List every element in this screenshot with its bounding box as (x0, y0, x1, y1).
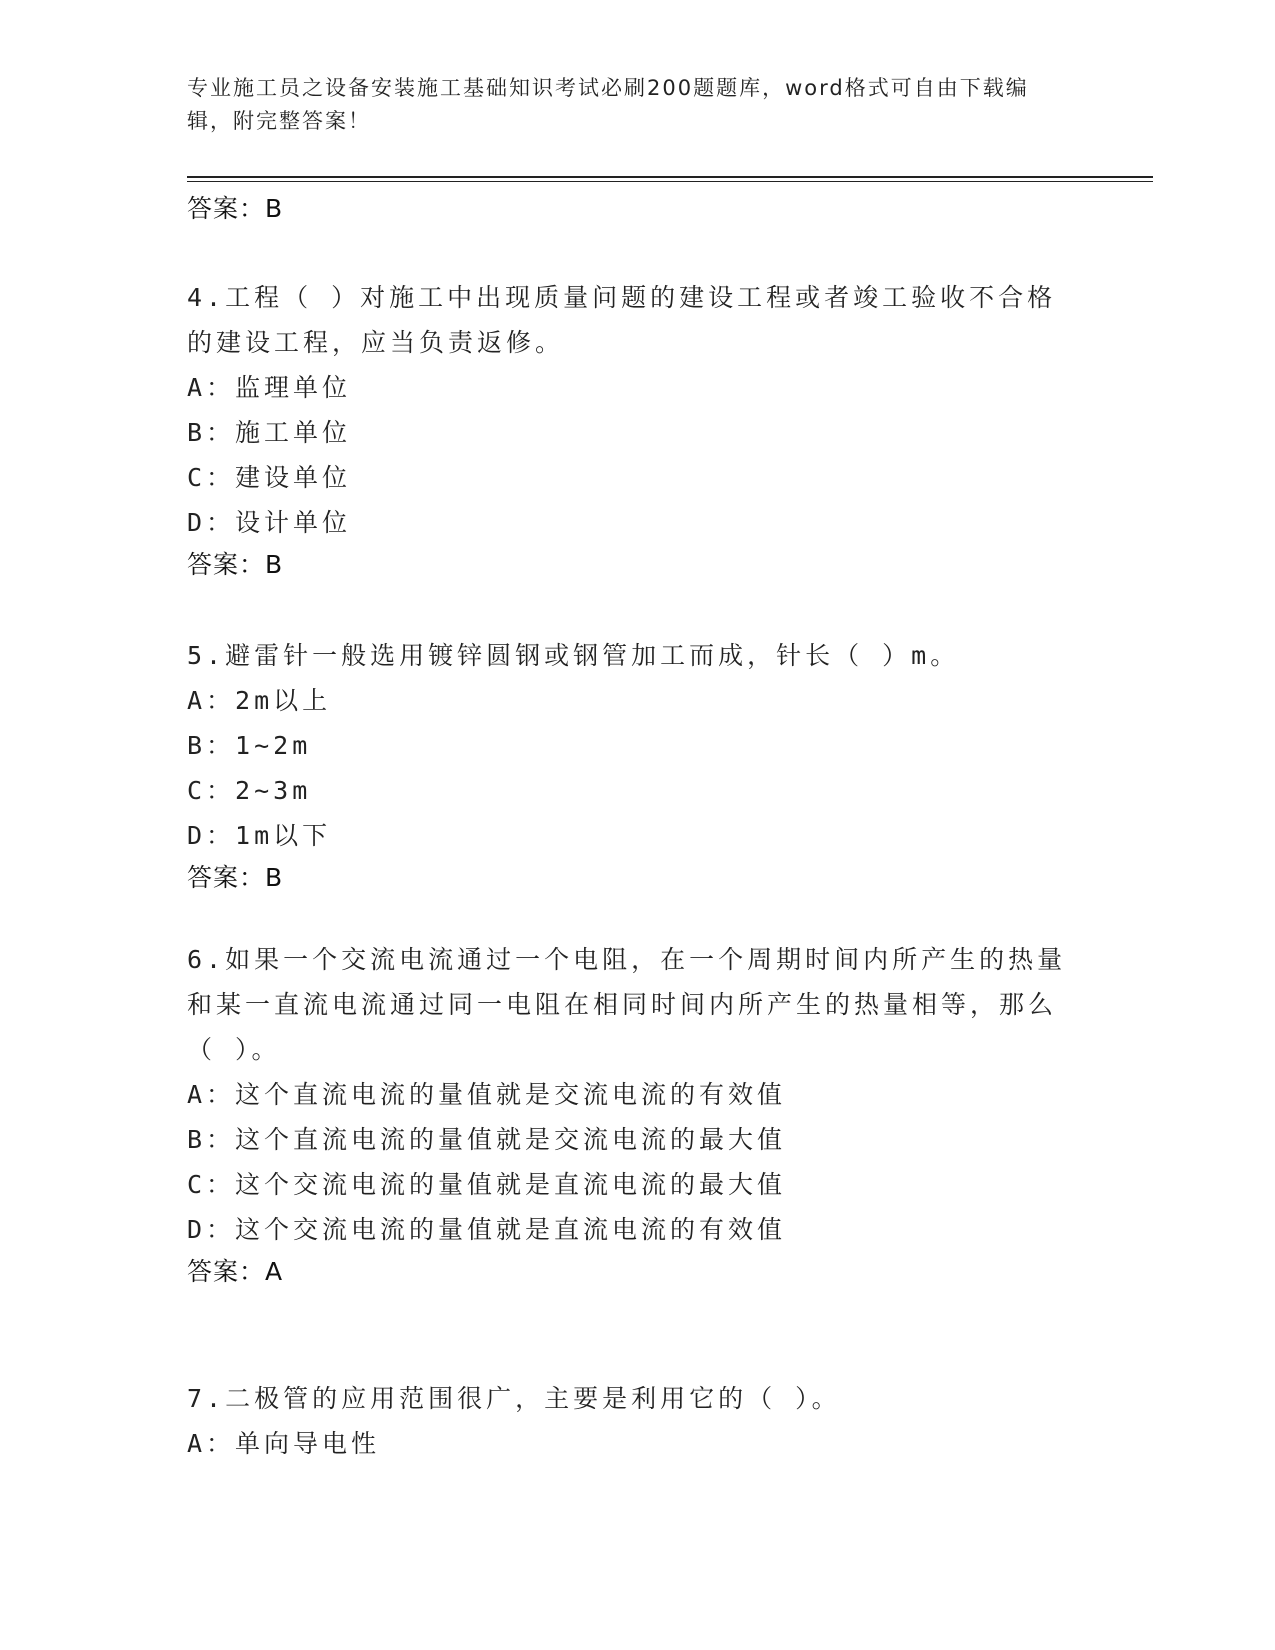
option-a: A：这个直流电流的量值就是交流电流的有效值 (187, 1080, 787, 1109)
question-5 (187, 633, 1087, 898)
question-6 (187, 937, 1087, 1292)
answer: 答案：B (187, 863, 284, 892)
answer: 答案：A (187, 1257, 284, 1286)
option-a: A：单向导电性 (187, 1429, 381, 1458)
option-c: C：2~3m (187, 776, 312, 805)
question-stem: 7.二极管的应用范围很广，主要是利用它的（ ）。 (187, 1384, 841, 1413)
option-d: D：1m以下 (187, 821, 332, 850)
option-c: C：这个交流电流的量值就是直流电流的最大值 (187, 1170, 787, 1199)
question-4 (187, 275, 1087, 585)
previous-answer: 答案：B (187, 194, 284, 223)
option-b: B：1~2m (187, 731, 312, 760)
option-a: A：监理单位 (187, 373, 352, 402)
answer: 答案：B (187, 550, 284, 579)
header-divider (187, 176, 1153, 178)
option-b: B：这个直流电流的量值就是交流电流的最大值 (187, 1125, 787, 1154)
page-header: 专业施工员之设备安装施工基础知识考试必刷200题题库，word格式可自由下载编辑，附完整答案！ (187, 76, 1029, 133)
option-a: A：2m以上 (187, 686, 332, 715)
question-stem: 4.工程（ ）对施工中出现质量问题的建设工程或者竣工验收不合格的建设工程，应当负责返修。 (187, 283, 1057, 357)
header-divider-thin (187, 181, 1153, 182)
option-d: D：这个交流电流的量值就是直流电流的有效值 (187, 1215, 787, 1244)
question-7 (187, 1376, 1087, 1466)
option-b: B：施工单位 (187, 418, 352, 447)
question-stem: 5.避雷针一般选用镀锌圆钢或钢管加工而成，针长（ ）m。 (187, 641, 960, 670)
question-stem: 6.如果一个交流电流通过一个电阻，在一个周期时间内所产生的热量和某一直流电流通过同一电阻在相同时间内所产生的热量相等，那么（ ）。 (187, 945, 1067, 1064)
option-c: C：建设单位 (187, 463, 352, 492)
option-d: D：设计单位 (187, 508, 352, 537)
